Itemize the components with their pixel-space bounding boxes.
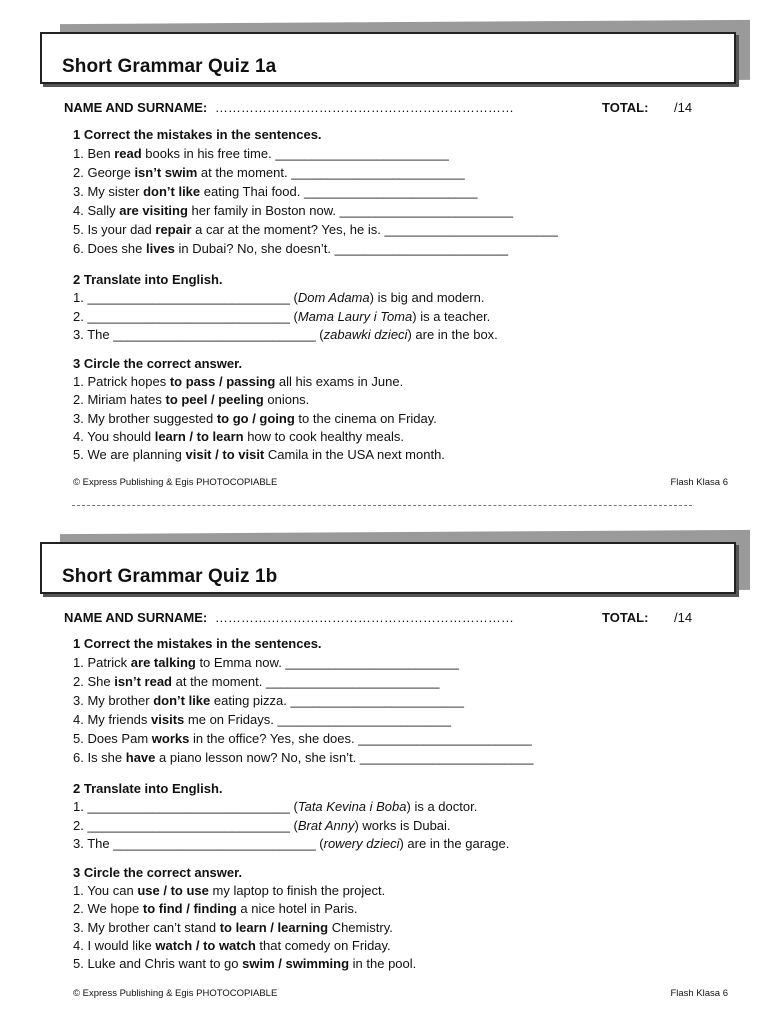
answer-option[interactable]: to pass <box>169 374 216 389</box>
section-circle-answer <box>73 354 445 464</box>
name-field[interactable]: …………………………………………………………… <box>214 100 514 115</box>
section-heading: 1 Correct the mistakes in the sentences. <box>73 636 322 651</box>
total-label: TOTAL: <box>602 610 649 625</box>
exercise-line[interactable]: 2. We hope to find / finding a nice hotel in Paris. <box>73 901 358 917</box>
answer-option[interactable]: watch <box>155 937 193 953</box>
exercise-line[interactable]: 1. Ben read books in his free time. ________________________ <box>73 146 449 161</box>
answer-option[interactable]: swim <box>242 956 275 972</box>
exercise-line[interactable]: 3. My brother don’t like eating pizza. ________________________ <box>73 693 465 708</box>
answer-option[interactable]: to go <box>216 410 249 426</box>
answer-option[interactable]: to learn <box>196 428 244 444</box>
total-score: /14 <box>674 100 693 115</box>
exercise-line[interactable]: 4. My friends visits me on Fridays. ________________________ <box>73 712 451 727</box>
exercise-line[interactable]: 4. Sally are visiting her family in Boston now. ________________________ <box>73 203 514 218</box>
answer-option[interactable]: finding <box>193 901 237 917</box>
answer-option[interactable]: going <box>259 410 295 426</box>
exercise-line[interactable]: 2. ____________________________ (Brat Anny) works is Dubai. <box>73 817 451 833</box>
exercise-line[interactable]: 5. Does Pam works in the office? Yes, she does. ________________________ <box>73 731 532 746</box>
answer-option[interactable]: visit <box>185 447 212 463</box>
exercise-line[interactable]: 6. Is she have a piano lesson now? No, she isn’t. ________________________ <box>73 750 534 765</box>
exercise-line[interactable]: 2. ____________________________ (Mama Laury i Toma) is a teacher. <box>73 308 491 324</box>
section-translate <box>73 270 498 345</box>
answer-option[interactable]: to use <box>170 883 209 898</box>
name-label: NAME AND SURNAME: <box>64 610 208 625</box>
answer-option[interactable]: to peel <box>165 392 208 408</box>
exercise-line[interactable]: 5. Is your dad repair a car at the moment? Yes, he is. ________________________ <box>73 222 558 237</box>
exercise-line[interactable]: 5. Luke and Chris want to go swim / swimming in the pool. <box>73 956 417 972</box>
section-translate <box>73 779 509 854</box>
name-label: NAME AND SURNAME: <box>64 100 208 115</box>
exercise-line[interactable]: 4. I would like watch / to watch that comedy on Friday. <box>73 937 391 953</box>
answer-option[interactable]: peeling <box>218 392 264 408</box>
answer-option[interactable]: passing <box>226 374 276 389</box>
exercise-line[interactable]: 6. Does she lives in Dubai? No, she doesn’t. ________________________ <box>73 241 509 256</box>
name-total-row <box>64 610 704 625</box>
total-label: TOTAL: <box>602 100 649 115</box>
answer-option[interactable]: use <box>137 883 160 898</box>
quiz-title: Short Grammar Quiz 1a <box>62 56 277 77</box>
section-heading: 1 Correct the mistakes in the sentences. <box>73 127 322 142</box>
total-score: /14 <box>674 610 693 625</box>
exercise-line[interactable]: 3. My brother suggested to go / going to the cinema on Friday. <box>73 410 437 426</box>
copyright-text: © Express Publishing & Egis PHOTOCOPIABLE <box>73 988 278 999</box>
section-heading: 3 Circle the correct answer. <box>73 865 243 880</box>
exercise-line[interactable]: 2. George isn’t swim at the moment. ________________________ <box>73 165 465 180</box>
course-label: Flash Klasa 6 <box>670 988 728 999</box>
answer-option[interactable]: to learn <box>219 919 267 935</box>
name-total-row <box>64 100 704 115</box>
course-label: Flash Klasa 6 <box>670 477 728 488</box>
section-heading: 3 Circle the correct answer. <box>73 356 243 371</box>
section-heading: 2 Translate into English. <box>73 781 223 796</box>
exercise-line[interactable]: 1. Patrick hopes to pass / passing all his exams in June. <box>73 374 404 389</box>
answer-option[interactable]: to visit <box>222 447 265 463</box>
footer <box>73 477 728 488</box>
answer-option[interactable]: learning <box>277 919 329 935</box>
copyright-text: © Express Publishing & Egis PHOTOCOPIABLE <box>73 477 278 488</box>
answer-option[interactable]: to find <box>142 901 183 917</box>
exercise-line[interactable]: 5. We are planning visit / to visit Camila in the USA next month. <box>73 447 445 463</box>
title-banner <box>40 32 736 84</box>
footer <box>73 988 728 999</box>
exercise-line[interactable]: 4. You should learn / to learn how to cook healthy meals. <box>73 428 405 444</box>
section-circle-answer <box>73 863 416 973</box>
exercise-line[interactable]: 1. ____________________________ (Tata Kevina i Boba) is a doctor. <box>73 799 478 814</box>
exercise-line[interactable]: 3. My sister don’t like eating Thai food. ________________________ <box>73 184 478 199</box>
cut-line <box>72 505 692 506</box>
exercise-line[interactable]: 2. She isn’t read at the moment. ________________________ <box>73 674 440 689</box>
exercise-line[interactable]: 3. The ____________________________ (rowery dzieci) are in the garage. <box>73 836 510 851</box>
answer-option[interactable]: swimming <box>285 956 350 972</box>
title-banner <box>40 542 736 594</box>
section-heading: 2 Translate into English. <box>73 272 223 287</box>
name-field[interactable]: …………………………………………………………… <box>214 610 514 625</box>
answer-option[interactable]: learn <box>154 428 186 444</box>
exercise-line[interactable]: 1. ____________________________ (Dom Adama) is big and modern. <box>73 290 485 305</box>
section-correct-mistakes <box>73 125 558 258</box>
exercise-line[interactable]: 1. You can use / to use my laptop to finish the project. <box>73 883 386 898</box>
exercise-line[interactable]: 3. The ____________________________ (zabawki dzieci) are in the box. <box>73 327 498 342</box>
answer-option[interactable]: to watch <box>203 937 256 953</box>
exercise-line[interactable]: 3. My brother can’t stand to learn / learning Chemistry. <box>73 919 393 935</box>
exercise-line[interactable]: 1. Patrick are talking to Emma now. ________________________ <box>73 655 459 670</box>
quiz-title: Short Grammar Quiz 1b <box>62 566 278 587</box>
exercise-line[interactable]: 2. Miriam hates to peel / peeling onions. <box>73 392 310 408</box>
section-correct-mistakes <box>73 634 533 767</box>
